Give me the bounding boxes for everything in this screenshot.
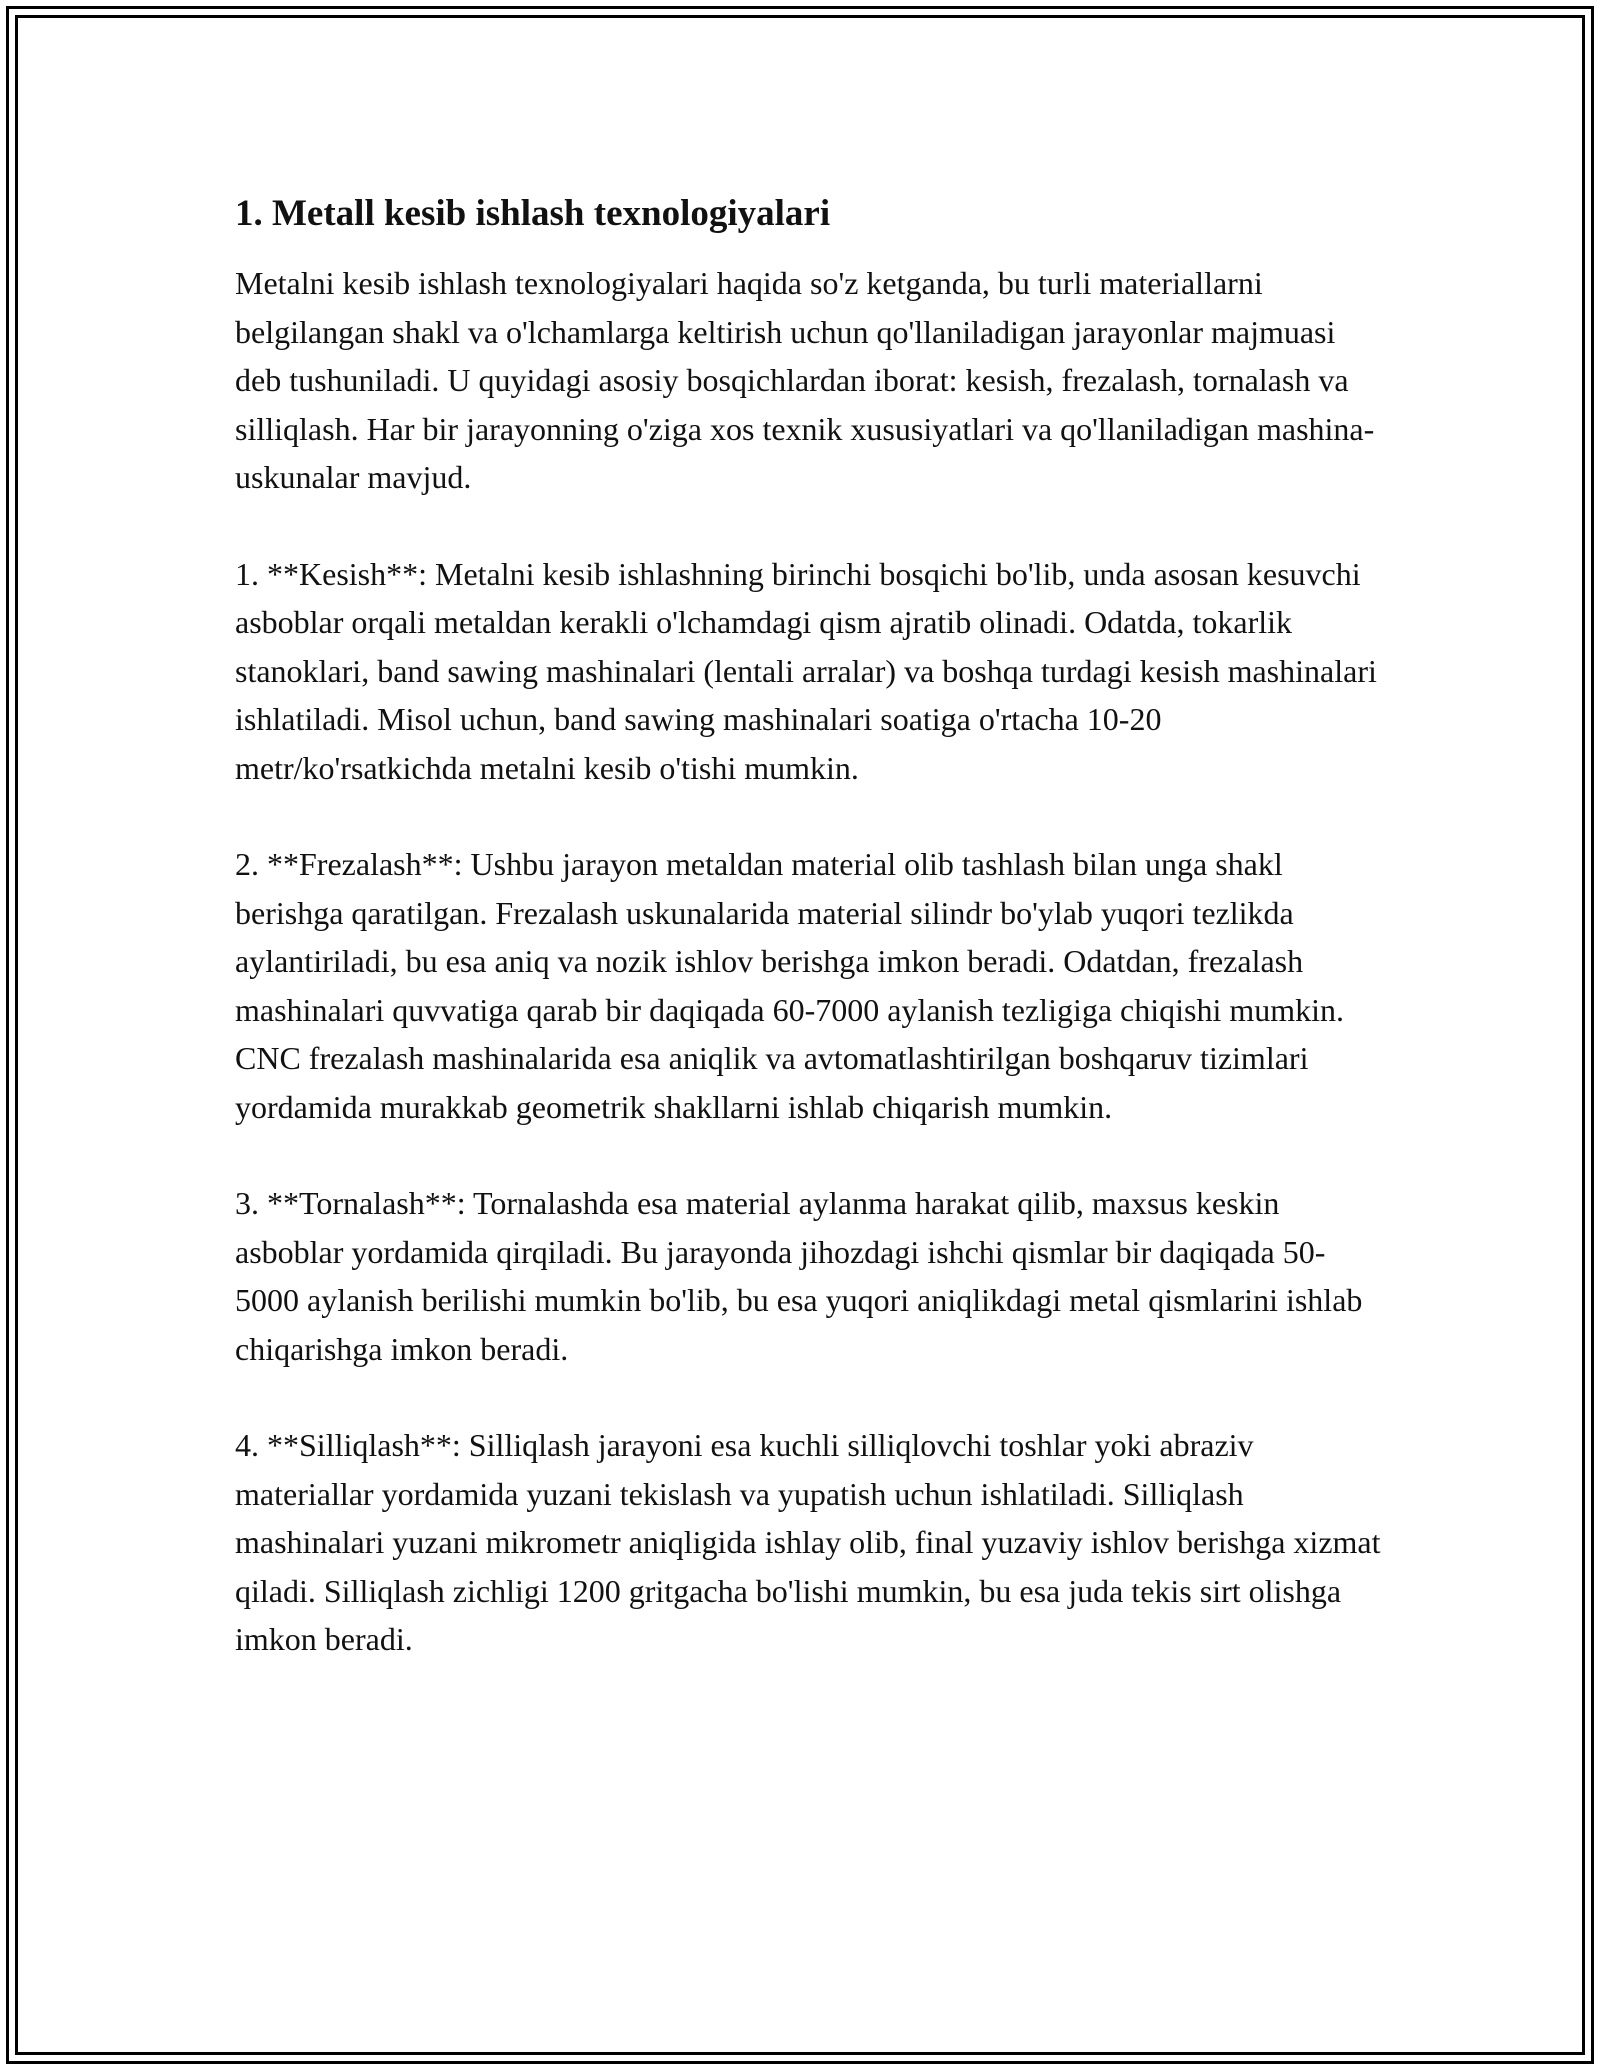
tornalash-paragraph: 3. **Tornalash**: Tornalashda esa material aylanma harakat qilib, maxsus keskin asboblar yordamida qirqiladi. Bu jarayonda jihozdagi ishchi qismlar bir daqiqada 50-5000 aylanish berilishi mumkin bo'lib, bu esa yuqori aniqlikdagi metal qismlarini ishlab chiqarishga imkon beradi. <box>235 1185 1363 1367</box>
document-title: 1. Metall kesib ishlash texnologiyalari <box>235 193 831 234</box>
frezalash-paragraph: 2. **Frezalash**: Ushbu jarayon metaldan material olib tashlash bilan unga shakl berishga qaratilgan. Frezalash uskunalarida material silindr bo'ylab yuqori tezlikda aylantiriladi, bu esa aniq va nozik ishlov berishga imkon beradi. Odatdan, frezalash mashinalari quvvatiga qarab bir daqiqada 60-7000 aylanish tezligiga chiqishi mumkin. CNC frezalash mashinalarida esa aniqlik va avtomatlashtirilgan boshqaruv tizimlari yordamida murakkab geometrik shakllarni ishlab chiqarish mumkin. <box>235 846 1345 1125</box>
document-body <box>235 185 1385 1712</box>
silliqlash-paragraph: 4. **Silliqlash**: Silliqlash jarayoni esa kuchli silliqlovchi toshlar yoki abraziv materiallar yordamida yuzani tekislash va yupatish uchun ishlatiladi. Silliqlash mashinalari yuzani mikrometr aniqligida ishlay olib, final yuzaviy ishlov berishga xizmat qiladi. Silliqlash zichligi 1200 gritgacha bo'lishi mumkin, bu esa juda tekis sirt olishga imkon beradi. <box>235 1427 1381 1657</box>
kesish-paragraph: 1. **Kesish**: Metalni kesib ishlashning birinchi bosqichi bo'lib, unda asosan kesuvchi asboblar orqali metaldan kerakli o'lchamdagi qism ajratib olinadi. Odatda, tokarlik stanoklari, band sawing mashinalari (lentali arralar) va boshqa turdagi kesish mashinalari ishlatiladi. Misol uchun, band sawing mashinalari soatiga o'rtacha 10-20 metr/ko'rsatkichda metalni kesib o'tishi mumkin. <box>235 555 1377 786</box>
intro-paragraph: Metalni kesib ishlash texnologiyalari haqida so'z ketganda, bu turli materiallarni belgilangan shakl va o'lchamlarga keltirish uchun qo'llaniladigan jarayonlar majmuasi deb tushuniladi. U quyidagi asosiy bosqichlardan iborat: kesish, frezalash, tornalash va silliqlash. Har bir jarayonning o'ziga xos texnik xususiyatlari va qo'llaniladigan mashina-uskunalar mavjud. <box>235 265 1375 495</box>
